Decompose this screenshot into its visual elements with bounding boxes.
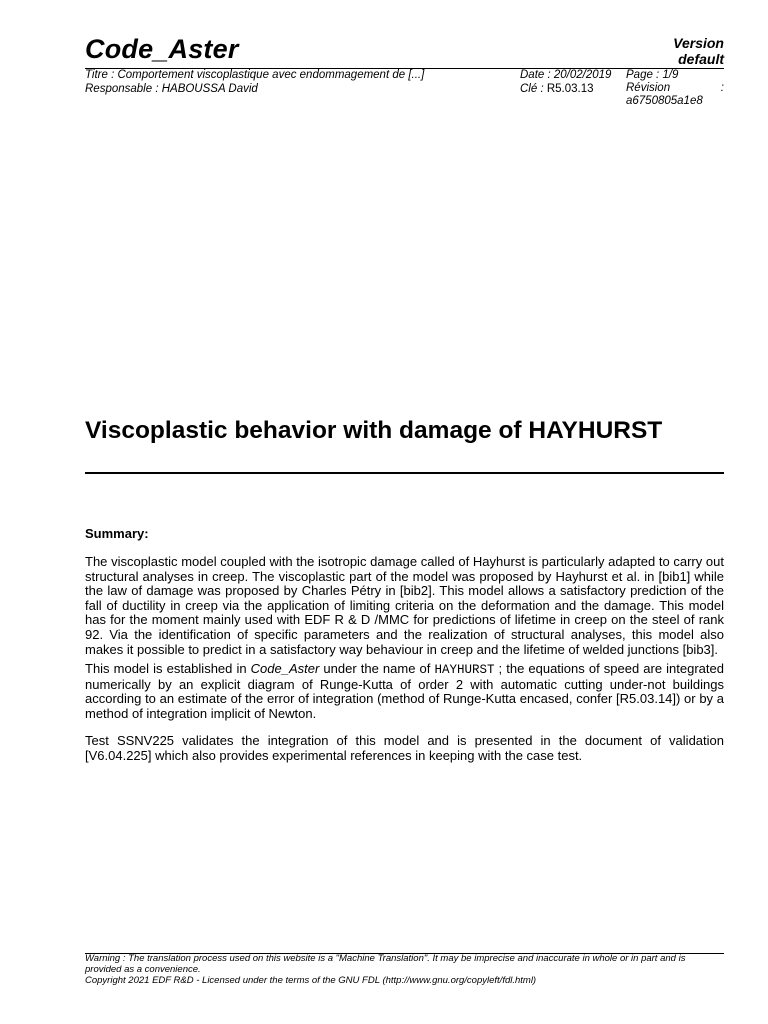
p2-text-b: under the name of [319, 661, 435, 676]
title-divider [85, 472, 724, 474]
summary-paragraph-2 [85, 662, 724, 721]
footer [85, 953, 724, 986]
responsable-label: Responsable : [85, 83, 162, 95]
footer-copyright: Copyright 2021 EDF R&D - Licensed under the terms of the GNU FDL (http://www.gnu.org/copyleft/fdl.html) [85, 975, 537, 986]
version-label: Version [673, 35, 724, 51]
header-titre [85, 69, 424, 82]
header-cle [520, 83, 594, 96]
titre-label: Titre : [85, 69, 118, 81]
document-title: Viscoplastic behavior with damage of HAYHURST [85, 417, 663, 444]
footer-warning: Warning : The translation process used on this website is a "Machine Translation". It may be imprecise and inaccurate in whole or in part and is provided as a convenience. [85, 953, 686, 975]
summary-paragraph-1: The viscoplastic model coupled with the isotropic damage called of Hayhurst is particularly adapted to carry out structural analyses in creep. The viscoplastic part of the model was proposed by Hayhurst et al. in [bib1] while the law of damage was proposed by Charles Pétry in [bib2]. This model allows a satisfactory prediction of the fall of ductility in creep via the application of limiting criteria on the deformation and the damage. This model has for the moment mainly used with EDF R & D /MMC for predictions of lifetime in creep on the steel of rank 92. Via the identification of specific parameters and the realization of structural analyses, this model also makes it possible to predict in a satisfactory way behaviour in creep and the lifetime of welded junctions [bib3]. [85, 554, 724, 657]
p2-model-name: HAYHURST [434, 663, 495, 677]
revision-label: Révision [626, 82, 671, 94]
header-responsable [85, 83, 258, 96]
responsable-value: HABOUSSA David [161, 83, 258, 95]
summary-paragraph-3: Test SSNV225 validates the integration of this model and is presented in the document of validation [V6.04.225] which also provides experimental references in keeping with the case test. [85, 733, 724, 763]
version-block [673, 35, 724, 67]
p2-text-c: ; the equations of speed are integrated numerically by an explicit diagram of Runge-Kutta of order 2 with automatic cutting under-not buildings according to an estimate of the error of integration (method of Runge-Kutta encased, confer [R5.03.14]) or by a method of integration implicit of Newton. [85, 661, 724, 721]
page-label: Page : [626, 69, 663, 81]
revision-colon: : [720, 82, 724, 94]
page-value: 1/9 [662, 69, 679, 81]
cle-value: R5.03.13 [546, 83, 594, 95]
titre-value: Comportement viscoplastique avec endommagement de [...] [117, 69, 425, 81]
summary-heading: Summary: [85, 526, 149, 541]
date-label: Date : [520, 69, 554, 81]
date-value: 20/02/2019 [553, 69, 612, 81]
cle-label: Clé : [520, 83, 547, 95]
code-aster-logo: Code_Aster [85, 34, 239, 64]
revision-value: a6750805a1e8 [626, 95, 703, 107]
p2-text-a: This model is established in [85, 661, 251, 676]
p2-code-aster: Code_Aster [250, 661, 320, 676]
header-revision [626, 82, 724, 108]
header-date [520, 69, 611, 82]
header-page [626, 69, 678, 82]
version-value: default [678, 51, 724, 67]
